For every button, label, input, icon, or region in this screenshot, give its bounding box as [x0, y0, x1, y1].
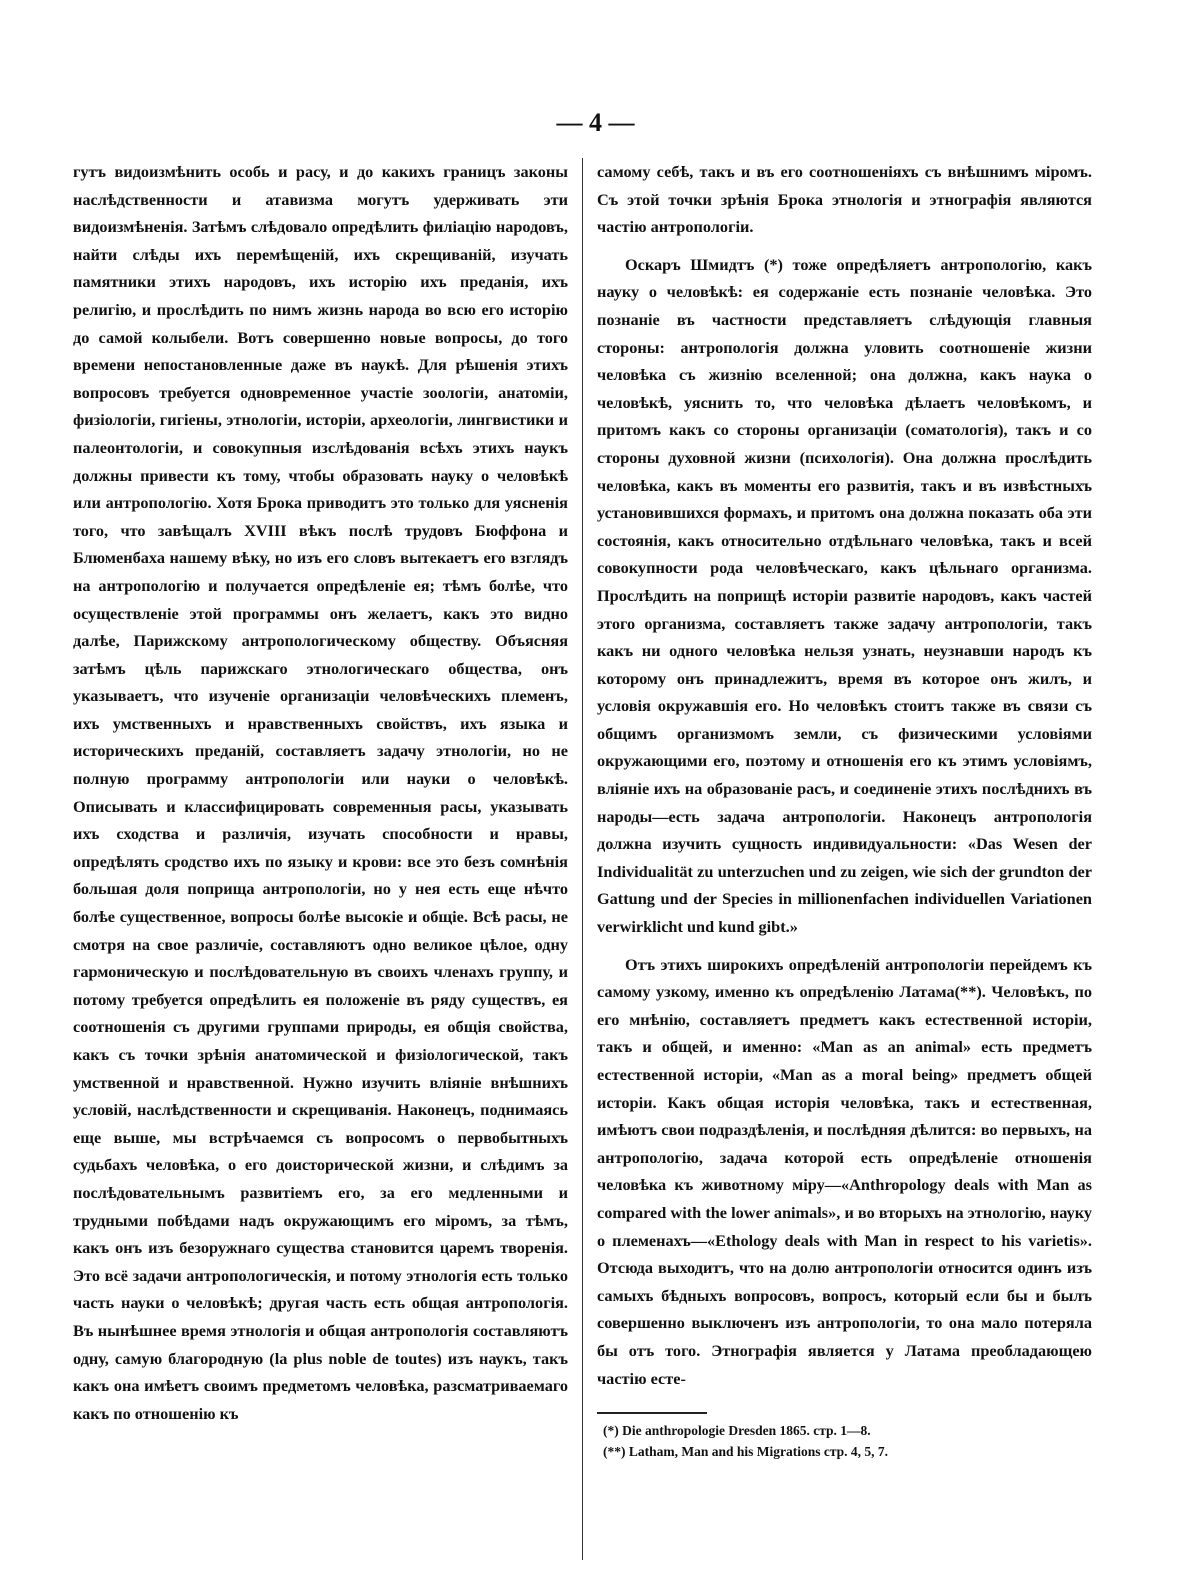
- paragraph: Оскаръ Шмидтъ (*) тоже опредѣляетъ антропологію, какъ науку о человѣкѣ: ея содержаніе есть познаніе человѣка. Это познаніе въ частности представляетъ слѣдующія главныя стороны: антропологія должна уловить соотношеніе жизни человѣка съ жизнію вселенной; она должна, какъ наука о человѣкѣ, уяснить то, что человѣка дѣлаетъ человѣкомъ, и притомъ какъ со стороны организаціи (соматологія), такъ и со стороны духовной жизни (психологія). Она должна прослѣдить человѣка, какъ въ моменты его развитія, такъ и въ извѣстныхъ установившихся формахъ, и притомъ она должна показать оба эти состоянія, какъ относительно отдѣльнаго человѣка, такъ и всей совокупности рода человѣческаго, какъ цѣльнаго организма. Прослѣдить на поприщѣ исторіи развитіе народовъ, какъ частей этого организма, составляетъ также задачу антропологіи, такъ какъ ни одного человѣка нельзя узнать, неузнавши народъ къ которому онъ принадлежитъ, время въ которое онъ жилъ, и условія окружавшія его. Но человѣкъ стоитъ также въ связи съ общимъ организмомъ земли, съ физическими условіями окружающими его, поэтому и отношенія его къ этимъ условіямъ, вліяніе ихъ на образованіе расъ, и соединеніе этихъ послѣднихъ въ народы—есть задача антропологіи. Наконецъ антропологія должна изучить сущность индивидуальности: «Das Wesen der Individualität zu unterzuchen und zu zeigen, wie sich der grundton der Gattung und der Species in millionenfachen individuellen Variationen verwirklicht und kund gibt.»: [597, 254, 1092, 937]
- paragraph: гутъ видоизмѣнить особь и расу, и до какихъ границъ законы наслѣдственности и атавизма могутъ удерживать эти видоизмѣненія. Затѣмъ слѣдовало опредѣлить филіацію народовъ, найти слѣды ихъ перемѣщеній, ихъ скрещиваній, изучать памятники этихъ народовъ, ихъ исторію ихъ преданія, ихъ религію, и прослѣдить по нимъ жизнь народа во всю его исторію до самой колыбели. Вотъ совершенно новые вопросы, до того времени непостановленные даже въ наукѣ. Для рѣшенія этихъ вопросовъ требуется одновременное участіе зоологіи, анатоміи, физіологіи, гигіены, этнологіи, исторіи, археологіи, лингвистики и палеонтологіи, и совокупныя изслѣдованія всѣхъ этихъ наукъ должны привести къ тому, чтобы образовать науку о человѣкѣ или антропологію. Хотя Брока приводитъ это только для уясненія того, что завѣщалъ XVIII вѣкъ послѣ трудовъ Бюффона и Блюменбаха нашему вѣку, но изъ его словъ вытекаетъ его взглядъ на антропологію и получается опредѣленіе ея; тѣмъ болѣе, что осуществленіе этой программы онъ желаетъ, какъ это видно далѣе, Парижскому антропологическому обществу. Объясняя затѣмъ цѣль парижскаго этнологическаго общества, онъ указываетъ, что изученіе организаціи человѣческихъ племенъ, ихъ умственныхъ и нравственныхъ свойствъ, ихъ языка и историческихъ преданій, составляетъ задачу этнологіи, но не полную программу антропологіи или науки о человѣкѣ. Описывать и классифицировать современныя расы, указывать ихъ сходства и различія, изучать способности и нравы, опредѣлять сродство ихъ по языку и крови: все это безъ сомнѣнія большая доля поприща антропологіи, но у нея есть еще нѣчто болѣе существенное, вопросы болѣе высокіе и общіе. Всѣ расы, не смотря на свое различіе, составляютъ одно великое цѣлое, одну гармоническую и послѣдовательную въ своихъ членахъ группу, и потому требуется опредѣлить ея положеніе въ ряду существъ, ея соотношенія съ другими группами природы, ея общія свойства, какъ съ точки зрѣнія анатомической и физіологической, такъ умственной и нравственной. Нужно изучить вліяніе внѣшнихъ условій, наслѣдственности и скрещиванія. Наконецъ, поднимаясь еще выше, мы встрѣчаемся съ вопросомъ о первобытныхъ судьбахъ человѣка, о его доисторической жизни, и слѣдимъ за послѣдовательнымъ развитіемъ его, за его медленными и трудными побѣдами надъ окружающимъ его міромъ, за тѣмъ, какъ онъ изъ безоружнаго существа становится царемъ творенія. Это всё задачи антропологическія, и потому этнологія есть только часть науки о человѣкѣ; другая часть есть общая антропологія. Въ нынѣшнее время этнологія и общая антропологія составляютъ одну, самую благородную (la plus noble de toutes) изъ наукъ, такъ какъ она имѣетъ своимъ предметомъ человѣка, разсматриваемаго какъ по отношенію къ: [73, 162, 568, 1423]
- footnote-divider: [597, 1412, 707, 1414]
- left-column: [73, 158, 568, 1427]
- footnote: (**) Latham, Man and his Migrations стр. 4, 5, 7.: [603, 1444, 889, 1459]
- column-divider: [582, 158, 583, 1560]
- paragraph: Отъ этихъ широкихъ опредѣленій антропологіи перейдемъ къ самому узкому, именно къ опредѣленію Латама(**). Человѣкъ, по его мнѣнію, составляетъ предметъ какъ естественной исторіи, такъ и общей, и именно: «Man as an animal» есть предметъ естественной исторіи, «Man as a moral being» предметъ общей исторіи. Какъ общая исторія человѣка, такъ и естественная, имѣютъ свои подраздѣленія, и послѣдняя дѣлится: во первыхъ, на антропологію, задача которой есть опредѣленіе отношенія человѣка къ животному міру—«Anthropology deals with Man as compared with the lower animals», и во вторыхъ на этнологію, науку о племенахъ—«Ethology deals with Man in respect to his varietis». Отсюда выходитъ, что на долю антропологіи относится одинъ изъ самыхъ бѣдныхъ вопросовъ, вопросъ, который если бы и былъ совершенно выключенъ изъ антропологіи, то она мало потеряла бы отъ того. Этнографія является у Латама преобладающею частію есте-: [597, 954, 1092, 1388]
- paragraph: самому себѣ, такъ и въ его соотношеніяхъ съ внѣшнимъ міромъ. Съ этой точки зрѣнія Брока этнологія и этнографія являются частію антропологіи.: [597, 162, 1092, 237]
- footnotes: [603, 1420, 1083, 1462]
- page-number: — 4 —: [556, 108, 635, 137]
- footnote: (*) Die anthropologie Dresden 1865. стр. 1—8.: [603, 1423, 871, 1438]
- right-column: [597, 158, 1092, 1392]
